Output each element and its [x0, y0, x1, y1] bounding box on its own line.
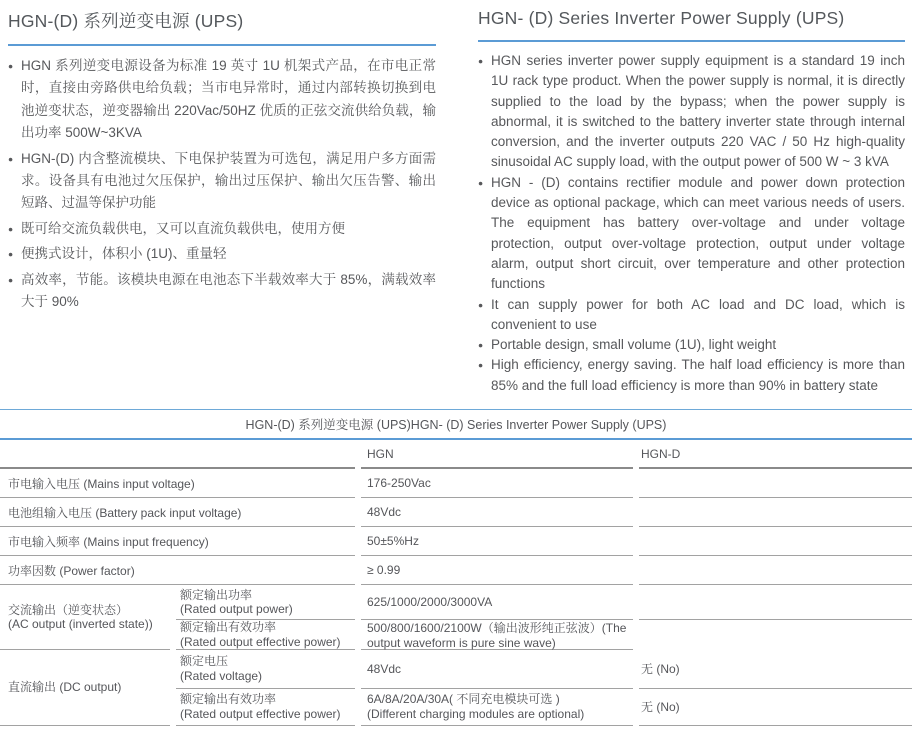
row-value-hgn-d: [639, 469, 912, 498]
row-label: 市电输入电压 (Mains input voltage): [0, 469, 355, 498]
row-label: 市电输入频率 (Mains input frequency): [0, 527, 355, 556]
group-label-zh: 交流输出（逆变状态）: [8, 602, 129, 617]
bullet-text: 便携式设计，体积小 (1U)、重量轻: [21, 246, 227, 262]
sub-label-zh: 额定输出有效功率: [180, 692, 277, 706]
sub-label-en: (Rated output effective power): [180, 706, 341, 721]
section-title-zh: HGN-(D) 系列逆变电源 (UPS): [8, 8, 436, 46]
column-header-hgn: HGN: [361, 440, 633, 469]
group-label-en: (AC output (inverted state)): [8, 617, 153, 631]
row-label: 电池组输入电压 (Battery pack input voltage): [0, 498, 355, 527]
section-title-en: HGN- (D) Series Inverter Power Supply (UPS): [478, 8, 905, 42]
bullet-text: Portable design, small volume (1U), light weight: [491, 337, 777, 353]
list-item: [8, 55, 436, 145]
sub-label-rated-effective-power: [176, 689, 355, 726]
section-english: [478, 8, 905, 396]
list-item: [478, 295, 905, 336]
row-value-hgn: ≥ 0.99: [361, 556, 633, 585]
bullet-icon: ●: [478, 56, 484, 66]
row-value-hgn-d: [639, 585, 912, 620]
list-item: [478, 173, 905, 295]
bullet-text: High efficiency, energy saving. The half load efficiency is more than 85% and the full load efficiency is more than 90% in battery state: [491, 357, 905, 393]
row-value-hgn-d: [639, 556, 912, 585]
row-value-hgn: 50±5%Hz: [361, 527, 633, 556]
bullet-icon: ●: [8, 249, 14, 260]
row-value-hgn: 176-250Vac: [361, 469, 633, 498]
bullet-icon: ●: [478, 299, 484, 310]
bullet-list-en: [478, 51, 905, 396]
row-value-hgn-d: [639, 498, 912, 527]
bullet-icon: ●: [8, 153, 14, 164]
row-value-hgn: 625/1000/2000/3000VA: [361, 585, 633, 620]
bullet-text: HGN series inverter power supply equipment is a standard 19 inch 1U rack type product. When the power supply is normal, it is directly supplied to the load by the bypass; when the power supply is abnormal, it is switched to the battery inverter state through internal conversion, and the inverter outputs 220 VAC / 50 Hz high-quality sinusoidal AC supply load, with the output power of 500 W ~ 3 kVA: [491, 53, 905, 170]
row-value-en: (Different charging modules are optional): [367, 706, 585, 721]
row-value-hgn-d: [639, 527, 912, 556]
sub-label-rated-voltage: [176, 650, 355, 689]
sub-label-en: (Rated voltage): [180, 668, 263, 683]
table-row: [0, 498, 912, 527]
table-row: [0, 527, 912, 556]
bullet-text: 高效率，节能。该模块电源在电池态下半载效率大于 85%，满载效率大于 90%: [21, 271, 436, 310]
section-chinese: [8, 8, 436, 396]
column-header-hgn-d: HGN-D: [639, 440, 912, 469]
sub-label-rated-effective-power: [176, 620, 355, 650]
bullet-icon: ●: [478, 177, 484, 188]
sub-label-zh: 额定输出有效功率: [180, 620, 277, 634]
spec-table: [0, 409, 912, 726]
list-item: [8, 218, 436, 240]
list-item: [478, 355, 905, 396]
bullet-text: It can supply power for both AC load and DC load, which is convenient to use: [491, 296, 905, 332]
bullet-icon: ●: [8, 61, 14, 71]
sub-label-en: (Rated output power): [180, 602, 293, 616]
group-label-zh-en: 直流输出 (DC output): [8, 680, 122, 694]
row-value-hgn-d: 无 (No): [639, 650, 912, 689]
group-label-ac: [0, 585, 170, 650]
table-header-row: [0, 440, 912, 469]
sub-label-rated-output-power: [176, 585, 355, 620]
list-item: [8, 148, 436, 215]
bullet-text: HGN - (D) contains rectifier module and power down protection device as optional package, which can meet various needs of users. The equipment has battery over-voltage and under voltage protection, output over-voltage protection, output under voltage alarm, output short circuit, over temperature and other protection functions: [491, 174, 905, 292]
bullet-icon: ●: [478, 360, 484, 371]
table-title: HGN-(D) 系列逆变电源 (UPS)HGN- (D) Series Inverter Power Supply (UPS): [0, 410, 912, 440]
list-item: [478, 335, 905, 355]
row-value-span: 500/800/1600/2100W（输出波形纯正弦波）(The output waveform is pure sine wave): [361, 620, 633, 650]
bullet-text: HGN-(D) 内含整流模块、下电保护装置为可选包，满足用户多方面需求。设备具有电池过欠压保护，输出过压保护、输出欠压告警、输出短路、过温等保护功能: [21, 150, 436, 211]
table-row: [0, 556, 912, 585]
table-row: [0, 469, 912, 498]
list-item: [8, 243, 436, 265]
sub-label-zh: 额定电压: [180, 654, 229, 669]
bullet-text: HGN 系列逆变电源设备为标准 19 英寸 1U 机架式产品，在市电正常时，直接由旁路供电给负载；当市电异常时，通过内部转换切换到电池逆变状态，逆变器输出 220Vac/50HZ 优质的正弦交流供给负载，输出功率 500W~3KVA: [21, 58, 436, 141]
row-value-hgn: 48Vdc: [361, 498, 633, 527]
row-value-hgn: [361, 689, 633, 726]
row-label: 功率因数 (Power factor): [0, 556, 355, 585]
row-value-hgn: 48Vdc: [361, 650, 633, 689]
dc-output-group: [0, 650, 912, 726]
bullet-icon: ●: [8, 274, 14, 285]
row-value-hgn-d: 无 (No): [639, 689, 912, 726]
header-empty-cell: [0, 440, 355, 469]
bullet-list-zh: [8, 55, 436, 313]
list-item: [478, 51, 905, 173]
bullet-icon: ●: [8, 223, 14, 234]
sub-label-zh: 额定输出功率: [180, 587, 253, 602]
list-item: [8, 269, 436, 314]
sub-label-en: (Rated output effective power): [180, 634, 341, 649]
bullet-text: 既可给交流负载供电，又可以直流负载供电，使用方便: [21, 220, 345, 236]
row-value-zh: 6A/8A/20A/30A( 不同充电模块可选 ): [367, 692, 560, 706]
bullet-icon: ●: [478, 340, 484, 351]
ac-output-group: [0, 585, 912, 650]
group-label-dc: [0, 650, 170, 726]
